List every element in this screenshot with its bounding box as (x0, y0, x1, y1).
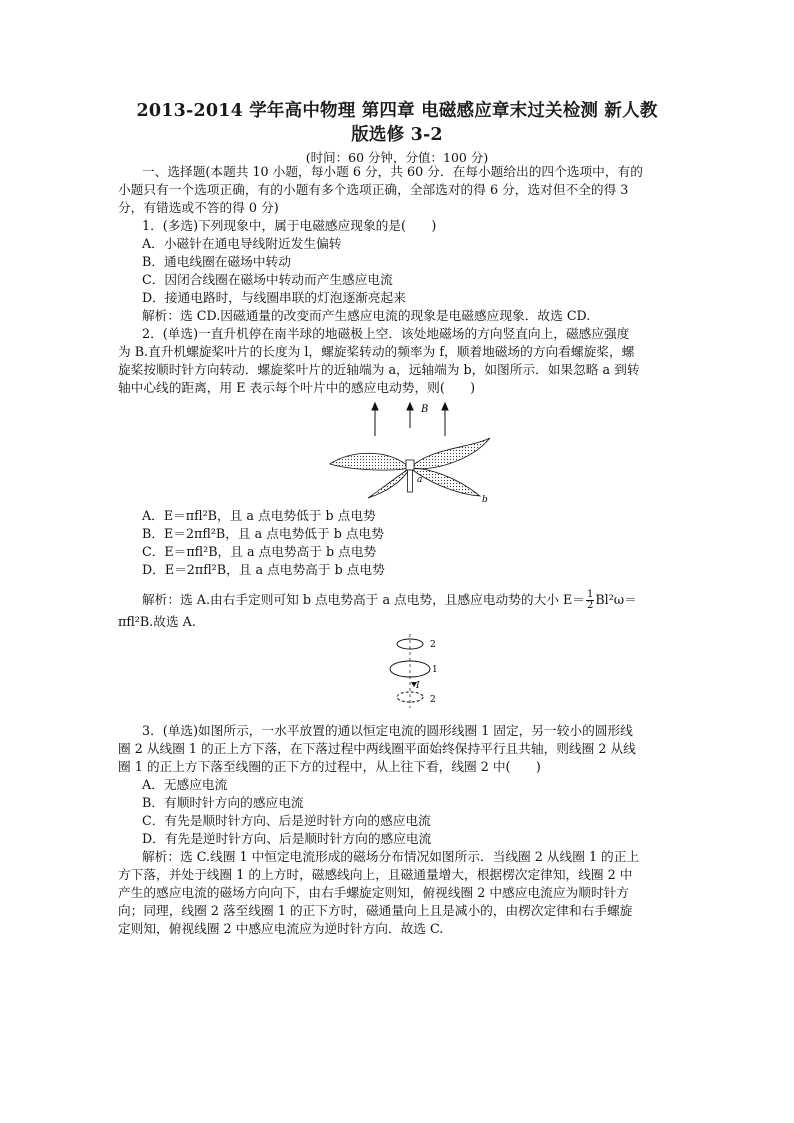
time-score-note: (时间：60 分钟，分值：100 分) (305, 150, 489, 165)
q3-option-d: D．有先是逆时针方向、后是顺时针方向的感应电流 (142, 831, 432, 846)
q1-option-b: B．通电线圈在磁场中转动 (142, 254, 291, 269)
magnetic-field-arrows (372, 403, 448, 436)
q1-option-a: A．小磁针在通电导线附近发生偏转 (142, 236, 342, 251)
q1-option-d: D．接通电路时，与线圈串联的灯泡逐渐亮起来 (142, 290, 406, 305)
coil-label-2-bottom: 2 (430, 695, 436, 705)
intro-line: 小题只有一个选项正确，有的小题有多个选项正确，全部选对的得 6 分，选对但不全的得 3 (118, 182, 629, 197)
coils-figure (380, 632, 450, 712)
q3-analysis-line: 解析：选 C.线圈 1 中恒定电流形成的磁场分布情况如图所示．当线圈 2 从线圈 1 的正上 (142, 849, 640, 864)
coil-label-1: 1 (432, 665, 438, 675)
q2-stem-line: 轴中心线的距离，用 E 表示每个叶片中的感应电动势，则( ) (118, 380, 476, 395)
rotor-figure (320, 398, 500, 508)
fraction-numerator: 1 (586, 589, 594, 600)
q3-stem-line: 圈 2 从线圈 1 的正上方下落，在下落过程中两线圈平面始终保持平行且共轴，则线圈 2 从线 (118, 741, 636, 756)
rotor-shaft (408, 470, 413, 492)
intro-line: 一、选择题(本题共 10 小题，每小题 6 分，共 60 分．在每小题给出的四个选项中，有的 (142, 164, 643, 179)
point-label-b: b (482, 495, 488, 505)
q2-option-a: A．E＝πfl²B，且 a 点电势低于 b 点电势 (142, 508, 376, 523)
q3-analysis-line: 方下落，并处于线圈 1 的上方时，磁感线向上，且磁通量增大，根据楞次定律知，线圈 2 中 (118, 867, 633, 882)
coil-label-2-top: 2 (430, 640, 436, 650)
q3-analysis-line: 定则知，俯视线圈 2 中感应电流应为逆时针方向．故选 C. (118, 921, 444, 936)
q2-option-b: B．E＝2πfl²B，且 a 点电势低于 b 点电势 (142, 526, 384, 541)
document-title-line2: 版选修 3-2 (351, 125, 443, 145)
q2-stem-line: 为 B.直升机螺旋桨叶片的长度为 l，螺旋桨转动的频率为 f，顺着地磁场的方向看螺旋桨，螺 (118, 344, 635, 359)
q3-stem-line: 3．(单选)如图所示，一水平放置的通以恒定电流的圆形线圈 1 固定，另一较小的圆形线 (142, 723, 633, 738)
intro-line: 分，有错选或不答的得 0 分) (118, 200, 279, 215)
q3-stem-line: 圈 1 的正上方下落至线圈的正下方的过程中，从上往下看，线圈 2 中( ) (118, 759, 541, 774)
rotor-hub (406, 460, 414, 470)
q3-option-c: C．有先是顺时针方向、后是逆时针方向的感应电流 (142, 813, 431, 828)
q3-option-b: B．有顺时针方向的感应电流 (142, 795, 304, 810)
q2-analysis-line2: πfl²B.故选 A. (118, 614, 196, 629)
field-label-b: B (421, 404, 429, 415)
q2-stem-line: 旋桨按顺时针方向转动．螺旋桨叶片的近轴端为 a，远轴端为 b，如图所示．如果忽略 a 到转 (118, 362, 640, 377)
q1-stem: 1．(多选)下列现象中，属于电磁感应现象的是( ) (142, 218, 437, 233)
q3-option-a: A．无感应电流 (142, 777, 228, 792)
q2-option-c: C．E＝πfl²B，且 a 点电势高于 b 点电势 (142, 544, 377, 559)
current-label: I (416, 681, 420, 691)
point-label-a: a (417, 475, 423, 485)
document-title-line1: 2013-2014 学年高中物理 第四章 电磁感应章末过关检测 新人教 (136, 101, 658, 121)
q3-analysis-line: 产生的感应电流的磁场方向向下，由右手螺旋定则知，俯视线圈 2 中感应电流应为顺时针方 (118, 885, 629, 900)
q1-option-c: C．因闭合线圈在磁场中转动而产生感应电流 (142, 272, 393, 287)
q1-analysis: 解析：选 CD.因磁通量的改变而产生感应电流的现象是电磁感应现象．故选 CD. (142, 308, 591, 323)
q3-analysis-line: 向；同理，线圈 2 落至线圈 1 的正下方时，磁通量向上且是减小的，由楞次定律和右手螺旋 (118, 903, 633, 918)
q2-option-d: D．E＝2πfl²B，且 a 点电势高于 b 点电势 (142, 562, 385, 577)
fraction-one-half (586, 590, 594, 611)
q2-stem-line: 2．(单选)一直升机停在南半球的地磁极上空．该处地磁场的方向竖直向上，磁感应强度 (142, 326, 630, 341)
q2-analysis-text: 解析：选 A.由右手定则可知 b 点电势高于 a 点电势，且感应电动势的大小 E＝ (142, 592, 585, 607)
q2-analysis (142, 590, 637, 611)
fraction-denominator: 2 (586, 600, 594, 611)
q2-analysis-text-tail: Bl²ω＝ (595, 592, 637, 607)
